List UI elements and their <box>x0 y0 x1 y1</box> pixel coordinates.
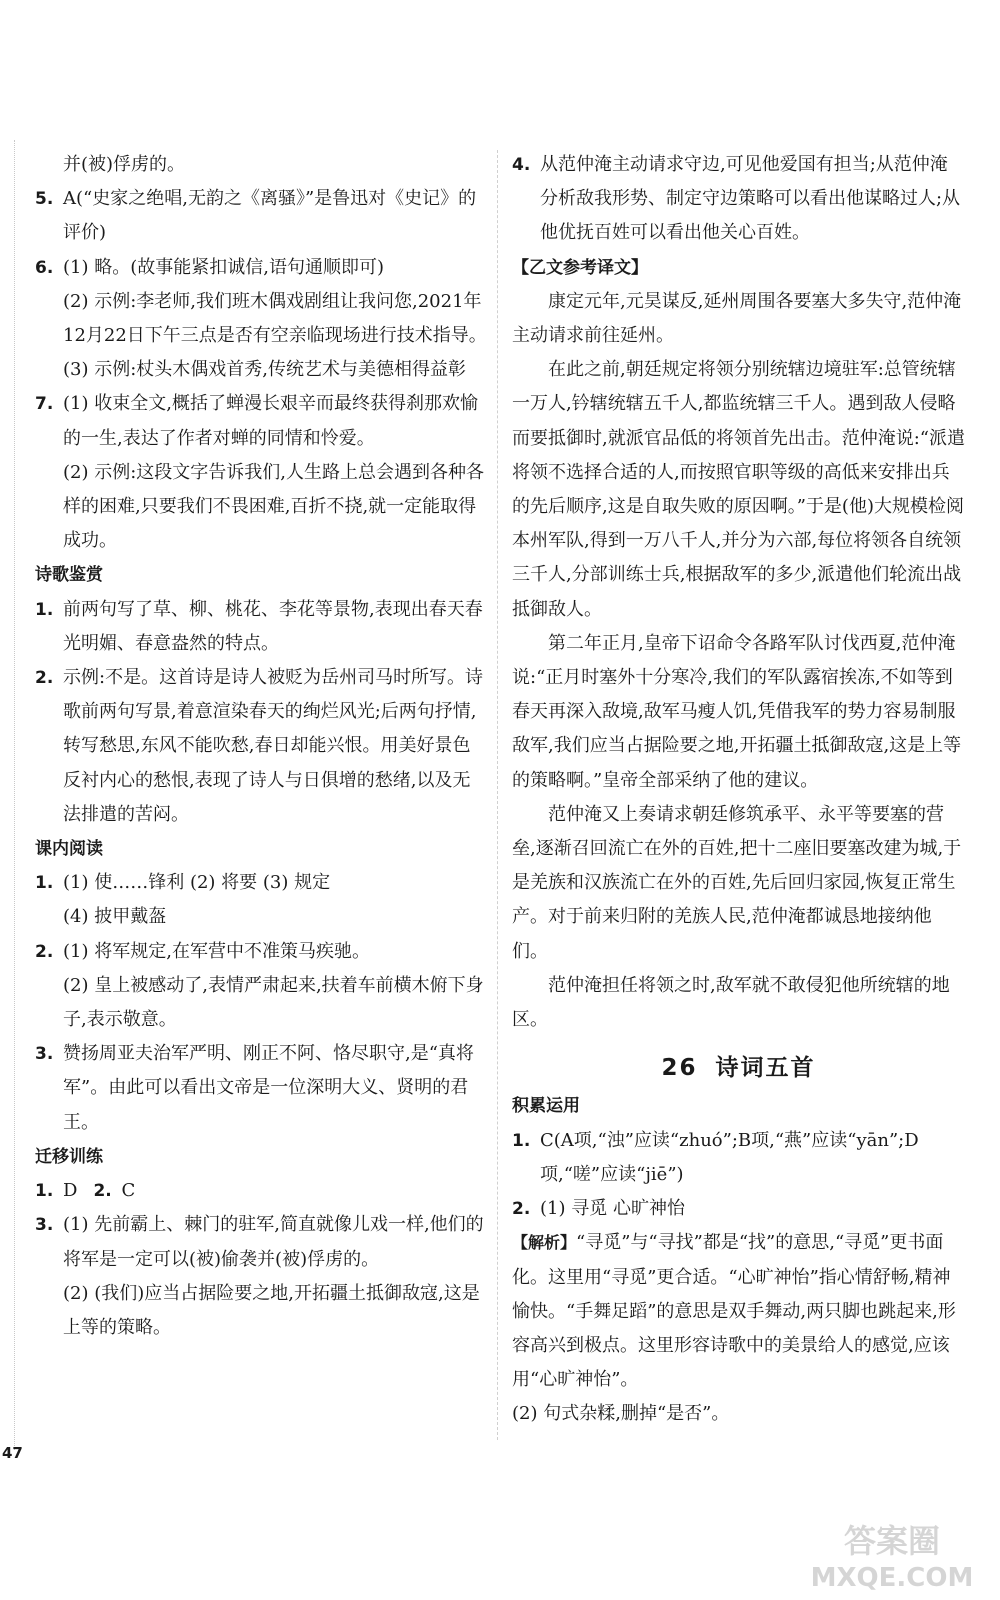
answer-part: (1) 将军规定,在军营中不准策马疾驰。 <box>63 940 370 962</box>
answer-part: (1) 收束全文,概括了蝉漫长艰辛而最终获得刹那欢愉的一生,表达了作者对蝉的同情和怜爱。 <box>63 393 478 449</box>
poetry-answer-2 <box>35 661 487 832</box>
lesson-number: 26 <box>661 1055 698 1082</box>
answer-number: 1. <box>35 873 54 894</box>
answer-part: (1) 先前霸上、棘门的驻军,简直就像儿戏一样,他们的将军是一定可以(被)偷袭并(被)俘虏的。 <box>63 1214 484 1270</box>
page-number: 47 <box>2 1444 23 1462</box>
translation-heading: 【乙文参考译文】 <box>512 257 648 278</box>
answer-number: 2. <box>35 941 54 962</box>
answer-7 <box>35 387 487 558</box>
training-answer-3 <box>35 1208 487 1345</box>
column-divider <box>497 150 498 1440</box>
analysis-label: 【解析】 <box>512 1233 577 1253</box>
accumulation-answer-2 <box>512 1192 965 1226</box>
continued-line: 并(被)俘虏的。 <box>63 154 186 175</box>
lesson-name: 诗词五首 <box>715 1055 816 1082</box>
answer-number: 2. <box>35 668 54 689</box>
training-answers-1-2 <box>35 1174 487 1208</box>
analysis-paragraph <box>512 1226 965 1397</box>
page-edge-dotted-line <box>14 140 15 1450</box>
right-column <box>512 148 965 1432</box>
answer-part: (2) 句式杂糅,删掉“是否”。 <box>512 1403 730 1425</box>
answer-text: C(A项,“浊”应读“zhuó”;B项,“燕”应读“yān”;D项,“嗟”应读“jiē”) <box>540 1129 919 1185</box>
answer-number: 3. <box>35 1215 54 1236</box>
answer-number: 7. <box>35 394 54 415</box>
section-heading-training: 迁移训练 <box>35 1146 103 1167</box>
answer-part: (2) 示例:这段文字告诉我们,人生路上总会遇到各种各样的困难,只要我们不畏困难,百折不挠,就一定能取得成功。 <box>63 461 485 552</box>
translation-paragraph: 康定元年,元昊谋反,延州周围各要塞大多失守,范仲淹主动请求前往延州。 <box>512 290 962 347</box>
left-column <box>35 148 487 1345</box>
answer-part: (2) 示例:李老师,我们班木偶戏剧组让我问您,2021年12月22日下午三点是否有空亲临现场进行技术指导。 <box>63 290 487 347</box>
answer-number: 1. <box>512 1130 531 1151</box>
answer-number: 2. <box>93 1181 112 1202</box>
answer-number: 6. <box>35 257 54 278</box>
watermark-bottom-text: MXQE.COM <box>810 1563 974 1593</box>
answer-text: C <box>121 1180 136 1202</box>
answer-text: D <box>63 1180 78 1202</box>
translation-paragraph: 范仲淹担任将领之时,敌军就不敢侵犯他所统辖的地区。 <box>512 974 950 1031</box>
reading-answer-2 <box>35 935 487 1038</box>
reading-answer-1 <box>35 866 487 934</box>
reading-answer-3 <box>35 1037 487 1140</box>
answer-number: 4. <box>512 155 531 175</box>
section-heading-poetry: 诗歌鉴赏 <box>35 565 103 586</box>
answer-6 <box>35 251 487 388</box>
watermark-logo <box>792 1514 992 1594</box>
watermark-top-text: 答案圈 <box>843 1522 941 1560</box>
section-heading-accumulation: 积累运用 <box>512 1096 580 1117</box>
answer-number: 1. <box>35 1181 54 1202</box>
answer-text: 从范仲淹主动请求守边,可见他爱国有担当;从范仲淹分析敌我形势、制定守边策略可以看出他谋略过人;从他优抚百姓可以看出他关心百姓。 <box>540 154 961 244</box>
answer-part: (3) 示例:杖头木偶戏首秀,传统艺术与美德相得益彰 <box>63 359 467 381</box>
lesson-title <box>512 1051 965 1085</box>
analysis-text: “寻觅”与“寻找”都是“找”的意思,“寻觅”更书面化。这里用“寻觅”更合适。“心旷神怡”指心情舒畅,精神愉快。“手舞足蹈”的意思是双手舞动,两只脚也跳起来,形容高兴到极点。这里形容诗歌中的美景给人的感觉,应该用“心旷神怡”。 <box>512 1232 956 1391</box>
poetry-answer-1 <box>35 593 487 661</box>
answer-part: (1) 寻觅 心旷神怡 <box>540 1198 685 1220</box>
answer-number: 2. <box>512 1199 531 1220</box>
answer-text: A(“史家之绝唱,无韵之《离骚》”是鲁迅对《史记》的评价) <box>63 188 477 244</box>
answer-text: 前两句写了草、柳、桃花、李花等景物,表现出春天春光明媚、春意盎然的特点。 <box>63 598 483 654</box>
answer-number: 3. <box>35 1044 54 1065</box>
answer-text: 示例:不是。这首诗是诗人被贬为岳州司马时所写。诗歌前两句写景,着意渲染春天的绚烂风光;后两句抒情,转写愁思,东风不能吹愁,春日却能兴恨。用美好景色反衬内心的愁恨,表现了诗人与日俱增的愁绪,以及无法排遣的苦闷。 <box>63 667 484 825</box>
translation-paragraph: 第二年正月,皇帝下诏命令各路军队讨伐西夏,范仲淹说:“正月时塞外十分寒冷,我们的军队露宿挨冻,不如等到春天再深入敌境,敌军马瘦人饥,凭借我军的势力容易制服敌军,我们应当占据险要之地,开拓疆土抵御敌寇,这是上等的策略啊。”皇帝全部采纳了他的建议。 <box>512 632 962 791</box>
section-heading-reading: 课内阅读 <box>35 839 103 860</box>
answer-part: (1) 略。(故事能紧扣诚信,语句通顺即可) <box>63 256 384 278</box>
accumulation-answer-1 <box>512 1124 965 1192</box>
answer-number: 1. <box>35 599 54 620</box>
answer-part: (2) (我们)应当占据险要之地,开拓疆土抵御敌寇,这是上等的策略。 <box>63 1282 480 1338</box>
translation-paragraph: 范仲淹又上奏请求朝廷修筑承平、永平等要塞的营垒,逐渐召回流亡在外的百姓,把十二座旧要塞改建为城,于是羌族和汉族流亡在外的百姓,先后回归家园,恢复正常生产。对于前来归附的羌族人民,范仲淹都诚恳地接纳他们。 <box>512 803 962 962</box>
answer-5 <box>35 182 487 250</box>
answer-number: 5. <box>35 189 54 210</box>
answer-text: 赞扬周亚夫治军严明、刚正不阿、恪尽职守,是“真将军”。由此可以看出文帝是一位深明大义、贤明的君王。 <box>63 1043 474 1133</box>
answer-4 <box>512 148 965 251</box>
answer-part: (1) 使……锋利 (2) 将要 (3) 规定 <box>63 872 331 894</box>
answer-part: (2) 皇上被感动了,表情严肃起来,扶着车前横木俯下身子,表示敬意。 <box>63 974 484 1031</box>
translation-paragraph: 在此之前,朝廷规定将领分别统辖边境驻军:总管统辖一万人,钤辖统辖五千人,都监统辖三千人。遇到敌人侵略而要抵御时,就派官品低的将领首先出击。范仲淹说:“派遣将领不选择合适的人,而按照官职等级的高低来安排出兵的先后顺序,这是自取失败的原因啊。”于是(他)大规模检阅本州军队,得到一万八千人,并分为六部,每位将领各自统领三千人,分部训练士兵,根据敌军的多少,派遣他们轮流出战抵御敌人。 <box>512 359 965 620</box>
answer-part: (4) 披甲戴盔 <box>63 906 167 928</box>
